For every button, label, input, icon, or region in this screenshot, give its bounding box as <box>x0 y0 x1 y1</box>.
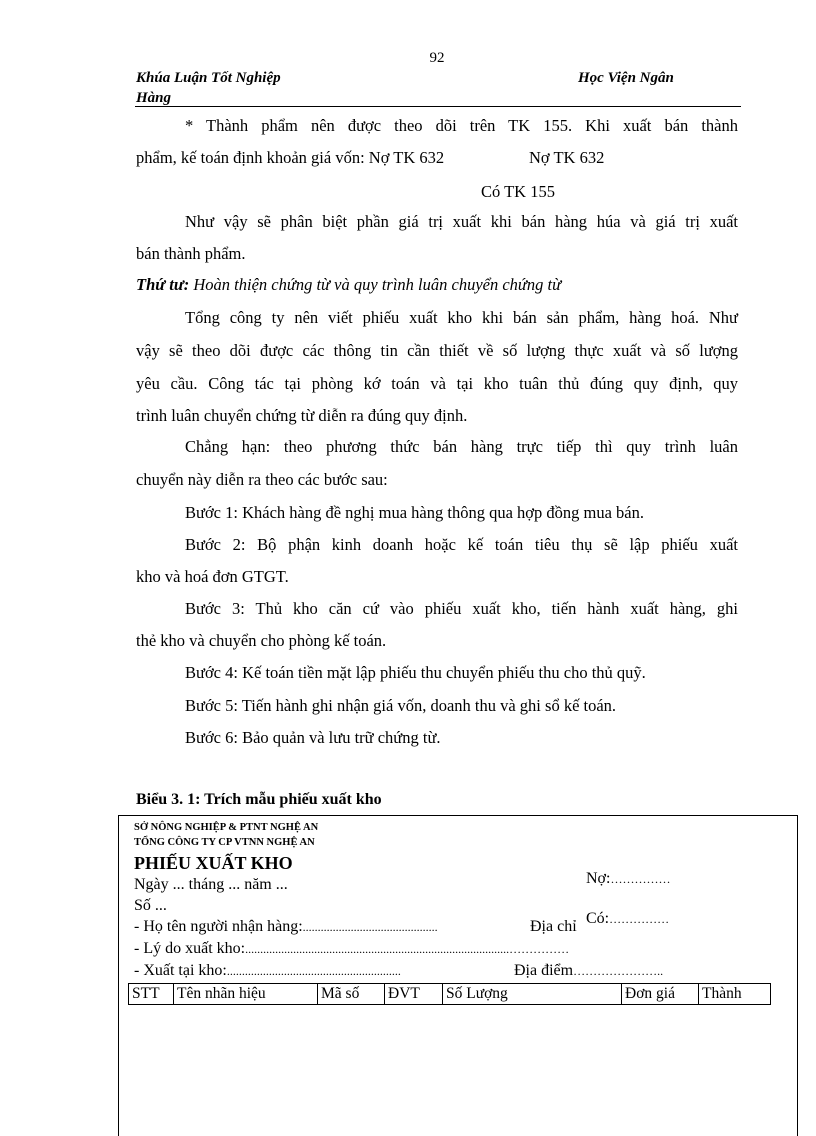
column-header: ĐVT <box>385 984 443 1005</box>
step-line: Bước 5: Tiến hành ghi nhận giá vốn, doanh thu và ghi sổ kế toán. <box>185 696 617 715</box>
column-header: Thành <box>699 984 771 1005</box>
paragraph-line: trình luân chuyển chứng từ diễn ra đúng quy định. <box>136 406 468 425</box>
paragraph-line: phẩm, kế toán định khoản giá vốn: Nợ TK 632 <box>136 148 445 167</box>
paragraph-line: Tổng công ty nên viết phiếu xuất kho khi bán sản phẩm, hàng hoá. Như <box>185 308 738 327</box>
form-receiver <box>134 918 438 936</box>
debit-label: Nợ: <box>586 870 611 887</box>
column-header: Tên nhãn hiệu <box>174 984 318 1005</box>
header-left-continued: Hàng <box>136 90 172 106</box>
form-reason <box>134 940 569 958</box>
receiver-label: - Họ tên người nhận hàng: <box>134 918 303 935</box>
paragraph-line: vậy sẽ theo dõi được các thông tin cần thiết về số lượng thực xuất và số lượng <box>136 341 738 360</box>
form-credit <box>586 910 669 928</box>
form-location <box>514 962 663 980</box>
column-header: Số Lượng <box>443 984 622 1005</box>
header-left: Khúa Luận Tốt Nghiệp <box>136 70 281 86</box>
reason-dots: ........................................................................................…………… <box>245 942 570 956</box>
paragraph-line: Chẳng hạn: theo phương thức bán hàng trực tiếp thì quy trình luân <box>185 437 738 456</box>
section-title: Hoàn thiện chứng từ và quy trình luân chuyển chứng từ <box>189 275 562 294</box>
figure-caption: Biểu 3. 1: Trích mẫu phiếu xuất kho <box>136 791 382 808</box>
paragraph-line: bán thành phẩm. <box>136 244 246 263</box>
paragraph-line: Như vậy sẽ phân biệt phần giá trị xuất khi bán hàng húa và giá trị xuất <box>185 212 738 231</box>
location-label: Địa điểm <box>514 962 574 979</box>
step-line: kho và hoá đơn GTGT. <box>136 567 289 586</box>
step-line: Bước 6: Bảo quản và lưu trữ chứng từ. <box>185 728 441 747</box>
form-date: Ngày ... tháng ... năm ... <box>134 876 288 893</box>
table-header-row <box>129 984 771 1005</box>
step-line: Bước 2: Bộ phận kinh doanh hoặc kế toán tiêu thụ sẽ lập phiếu xuất <box>185 535 738 554</box>
form-title: PHIẾU XUẤT KHO <box>134 853 293 873</box>
paragraph-line: Có TK 155 <box>481 182 555 201</box>
items-table <box>128 983 771 1005</box>
form-debit <box>586 870 670 888</box>
page-number: 92 <box>429 50 445 66</box>
column-header: Mã số <box>318 984 385 1005</box>
form-warehouse <box>134 962 401 980</box>
step-line: Bước 3: Thủ kho căn cứ vào phiếu xuất kho, tiến hành xuất hàng, ghi <box>185 599 738 618</box>
paragraph-line: * Thành phẩm nên được theo dõi trên TK 155. Khi xuất bán thành <box>185 116 738 135</box>
header-right: Học Viện Ngân <box>578 70 674 86</box>
step-line: thẻ kho và chuyển cho phòng kế toán. <box>136 631 387 650</box>
warehouse-dots: .......................................................... <box>226 964 401 978</box>
form-org-1: SỞ NÔNG NGHIỆP & PTNT NGHỆ AN <box>134 822 319 833</box>
section-heading <box>136 275 561 295</box>
address-label: Địa chỉ <box>530 918 577 935</box>
column-header: STT <box>129 984 174 1005</box>
credit-label: Có: <box>586 910 610 927</box>
location-dots: ………………….. <box>573 964 664 978</box>
receiver-dots: ............................................. <box>302 920 438 934</box>
reason-label: - Lý do xuất kho: <box>134 940 246 957</box>
credit-dots: …………… <box>609 912 670 926</box>
paragraph-line: Nợ TK 632 <box>529 148 605 167</box>
warehouse-label: - Xuất tại kho: <box>134 962 227 979</box>
step-line: Bước 1: Khách hàng đề nghị mua hàng thông qua hợp đồng mua bán. <box>185 503 644 522</box>
form-org-2: TỔNG CÔNG TY CP VTNN NGHỆ AN <box>134 837 315 848</box>
form-number: Số ... <box>134 897 167 914</box>
paragraph-line: chuyển này diễn ra theo các bước sau: <box>136 470 388 489</box>
column-header: Đơn giá <box>622 984 699 1005</box>
paragraph-line: yêu cầu. Công tác tại phòng kớ toán và tại kho tuân thủ đúng quy định, quy <box>136 374 738 393</box>
header-rule <box>135 106 741 107</box>
section-label: Thứ tư: <box>136 275 190 294</box>
step-line: Bước 4: Kế toán tiền mặt lập phiếu thu chuyển phiếu thu cho thủ quỹ. <box>185 663 646 682</box>
debit-dots: …………… <box>610 872 671 886</box>
